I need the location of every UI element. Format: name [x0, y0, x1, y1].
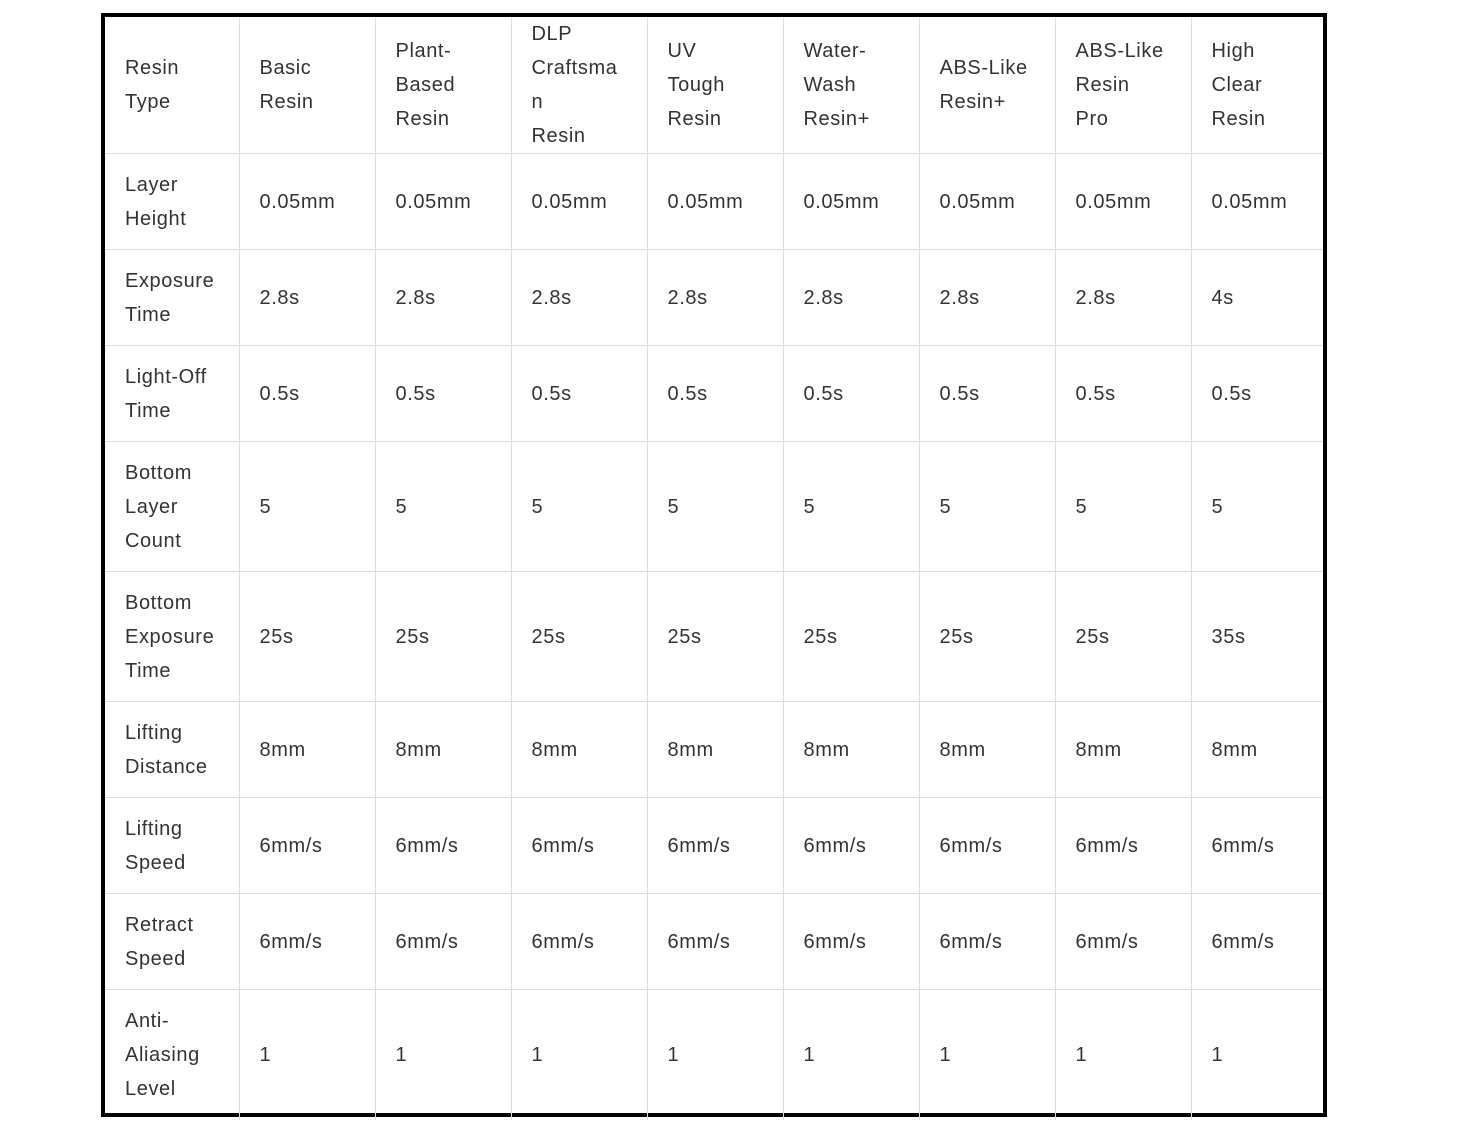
header-cell-plant-based-resin: Plant- Based Resin: [375, 17, 511, 154]
table-cell: 2.8s: [239, 250, 375, 346]
table-cell: 1: [783, 990, 919, 1120]
header-cell-dlp-craftsman-resin: DLP Craftsman Resin: [511, 17, 647, 154]
table-cell: 5: [375, 442, 511, 572]
table-cell: 0.05mm: [647, 154, 783, 250]
table-cell: 0.05mm: [511, 154, 647, 250]
table-cell: 0.5s: [1191, 346, 1323, 442]
table-cell: 8mm: [239, 702, 375, 798]
table-row-exposure-time: [105, 250, 1323, 346]
table-cell: 25s: [919, 572, 1055, 702]
table-cell: 0.5s: [647, 346, 783, 442]
table-cell: 6mm/s: [1191, 894, 1323, 990]
row-label: Retract Speed: [105, 894, 239, 990]
table-cell: 5: [647, 442, 783, 572]
table-cell: 6mm/s: [1055, 894, 1191, 990]
table-cell: 1: [375, 990, 511, 1120]
table-cell: 0.05mm: [1055, 154, 1191, 250]
table-cell: 6mm/s: [1191, 798, 1323, 894]
table-cell: 6mm/s: [375, 894, 511, 990]
table-cell: 8mm: [647, 702, 783, 798]
table-cell: 1: [647, 990, 783, 1120]
table-cell: 8mm: [919, 702, 1055, 798]
table-cell: 1: [511, 990, 647, 1120]
table-cell: 6mm/s: [783, 894, 919, 990]
table-cell: 5: [919, 442, 1055, 572]
resin-settings-table: [105, 17, 1323, 1120]
row-label: Exposure Time: [105, 250, 239, 346]
row-label: Anti- Aliasing Level: [105, 990, 239, 1120]
table-cell: 0.5s: [511, 346, 647, 442]
table-cell: 0.05mm: [919, 154, 1055, 250]
table-cell: 25s: [783, 572, 919, 702]
table-cell: 25s: [239, 572, 375, 702]
table-cell: 8mm: [1055, 702, 1191, 798]
row-label: Light-Off Time: [105, 346, 239, 442]
header-row: [105, 17, 1323, 154]
row-label: Lifting Distance: [105, 702, 239, 798]
row-label: Lifting Speed: [105, 798, 239, 894]
table-cell: 2.8s: [647, 250, 783, 346]
table-row-lifting-speed: [105, 798, 1323, 894]
table-cell: 8mm: [783, 702, 919, 798]
table-cell: 6mm/s: [239, 894, 375, 990]
table-cell: 5: [783, 442, 919, 572]
table-cell: 0.5s: [375, 346, 511, 442]
table-row-bottom-exposure-time: [105, 572, 1323, 702]
table-cell: 25s: [1055, 572, 1191, 702]
table-cell: 25s: [375, 572, 511, 702]
table-row-bottom-layer-count: [105, 442, 1323, 572]
table-cell: 6mm/s: [783, 798, 919, 894]
table-cell: 0.5s: [239, 346, 375, 442]
table-cell: 5: [1191, 442, 1323, 572]
table-cell: 1: [919, 990, 1055, 1120]
table-cell: 0.05mm: [375, 154, 511, 250]
header-cell-resin-type: Resin Type: [105, 17, 239, 154]
table-cell: 0.5s: [919, 346, 1055, 442]
table-cell: 25s: [647, 572, 783, 702]
header-cell-uv-tough-resin: UV Tough Resin: [647, 17, 783, 154]
row-label: Bottom Exposure Time: [105, 572, 239, 702]
table-cell: 2.8s: [1055, 250, 1191, 346]
table-cell: 2.8s: [511, 250, 647, 346]
header-cell-water-wash-resin-plus: Water- Wash Resin+: [783, 17, 919, 154]
table-cell: 0.05mm: [239, 154, 375, 250]
table-cell: 0.5s: [783, 346, 919, 442]
table-cell: 6mm/s: [919, 894, 1055, 990]
table-cell: 1: [239, 990, 375, 1120]
table-row-lifting-distance: [105, 702, 1323, 798]
table-cell: 2.8s: [375, 250, 511, 346]
table-cell: 25s: [511, 572, 647, 702]
table-cell: 4s: [1191, 250, 1323, 346]
table-cell: 5: [1055, 442, 1191, 572]
table-cell: 6mm/s: [375, 798, 511, 894]
table-frame: [101, 13, 1327, 1117]
table-cell: 1: [1055, 990, 1191, 1120]
table-row-layer-height: [105, 154, 1323, 250]
header-cell-abs-like-resin-plus: ABS-Like Resin+: [919, 17, 1055, 154]
table-cell: 6mm/s: [647, 894, 783, 990]
table-cell: 5: [511, 442, 647, 572]
table-cell: 2.8s: [783, 250, 919, 346]
table-cell: 8mm: [375, 702, 511, 798]
table-cell: 0.05mm: [783, 154, 919, 250]
table-cell: 0.05mm: [1191, 154, 1323, 250]
header-cell-basic-resin: Basic Resin: [239, 17, 375, 154]
table-cell: 5: [239, 442, 375, 572]
table-cell: 6mm/s: [511, 798, 647, 894]
table-cell: 6mm/s: [511, 894, 647, 990]
table-cell: 6mm/s: [919, 798, 1055, 894]
table-cell: 35s: [1191, 572, 1323, 702]
table-cell: 6mm/s: [239, 798, 375, 894]
table-row-retract-speed: [105, 894, 1323, 990]
table-cell: 8mm: [511, 702, 647, 798]
table-cell: 6mm/s: [1055, 798, 1191, 894]
table-cell: 1: [1191, 990, 1323, 1120]
table-cell: 0.5s: [1055, 346, 1191, 442]
header-cell-abs-like-resin-pro: ABS-Like Resin Pro: [1055, 17, 1191, 154]
row-label: Bottom Layer Count: [105, 442, 239, 572]
table-cell: 2.8s: [919, 250, 1055, 346]
table-cell: 8mm: [1191, 702, 1323, 798]
table-row-anti-aliasing-level: [105, 990, 1323, 1120]
header-cell-high-clear-resin: High Clear Resin: [1191, 17, 1323, 154]
table-cell: 6mm/s: [647, 798, 783, 894]
row-label: Layer Height: [105, 154, 239, 250]
table-row-light-off-time: [105, 346, 1323, 442]
